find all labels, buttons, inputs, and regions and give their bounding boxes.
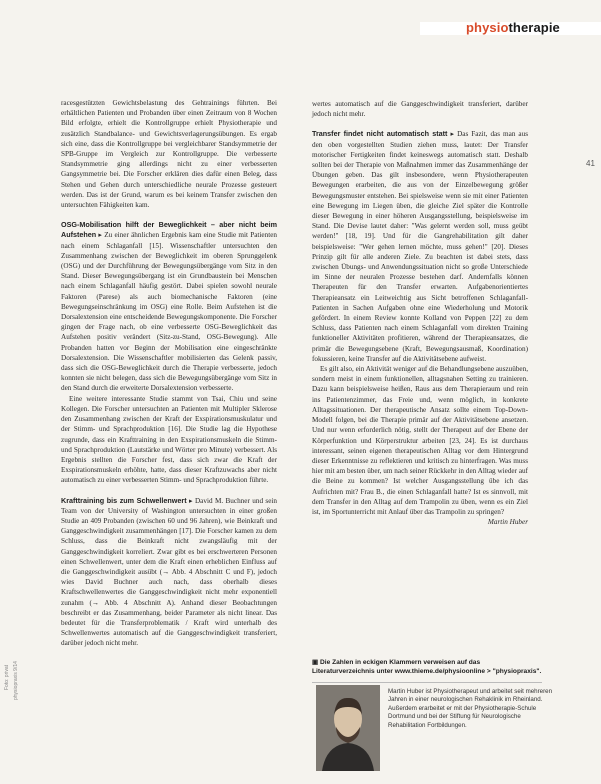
magazine-brand	[466, 20, 560, 35]
subheading: Krafttraining bis zum Schwellenwert	[61, 495, 187, 505]
paragraph-gap	[61, 210, 277, 220]
notice-divider	[312, 682, 542, 683]
brand-part-therapie: therapie	[508, 20, 560, 35]
brand-part-physio: physio	[466, 20, 509, 35]
info-icon: ▣	[312, 659, 319, 666]
paragraph-gap	[61, 486, 277, 496]
paragraph-text: Zu einer ähnlichen Ergebnis kam eine Studie mit Patienten nach einem Schlaganfall [15]. Wissenschaftler untersuchten den Zusammenhang zwischen der Beweglichkeit im oberen Sprunggelenk (OSG) und der Durchführung der Bewegungsübergänge vom Sitz in den Stand. Dieser Bewegungsübergang ist ein Grundbaustein bei Menschen nach einem Schlaganfall häufig gestört. Dabei spielen sowohl neurale Faktoren (Parese) als auch biomechanische Faktoren (eine Bewegungseinschränkung im OSG) eine Rolle. Beim Aufstehen ist die Dorsalextension eine entscheidende Bewegungskomponente. Die Forscher gingen der Frage nach, ob eine verbesserte OSG-Beweglichkeit das Aufstehen positiv verändert (Sitz-zu-Stand, OSG-Bewegung). Alle Probanden hatten vor Beginn der Mobilisation eine eingeschränkte Dorsalextension. Die Wissenschaftler mobilisierten das Gelenk passiv, dass sich die OSG-Beweglichkeit durch die Therapie verbesserte, jedoch konnten sie nicht belegen, dass sich die Bewegungsübergänge vom Sitz in den Stand durch die erweiterte Dorsalextension verbesserte.	[61, 231, 277, 393]
author-bio: Martin Huber ist Physiotherapeut und arbeitet seit mehreren Jahren in einer neurologischen Rehaklinik im Rheinland. Außerdem erarbeitet er mit der Physiotherapie-Schule Dortmund und bei der Stiftung für Neurologische Rehabilitation Fortbildungen.	[388, 688, 553, 729]
body-paragraph	[312, 364, 528, 517]
photo-credit: Foto: privat	[4, 664, 10, 690]
article-column-left	[61, 98, 277, 649]
body-paragraph	[312, 99, 528, 119]
body-paragraph: Transfer findet nicht automatisch statt ▸ Das Fazit, das man aus den oben vorgestellten Studien ziehen muss, lautet: Der Transfer motorischer Fertigkeiten findet keineswegs automatisch statt. Deshalb sollten bei der Therapie von Maßnahmen immer das Zusammenhänge der Übungen geben. Das gilt insbesondere, wenn Physiotherapeuten Bewegungen erarbeiten, die aus von der Einzelbewegung größer Bewegungsmuster entstehen. Bei spielsweise wenn sie mit einer Patienten eine Bewegung im Liegen üben, die gleiche Ziel später die Kontrolle dieser Bewegung in einer höheren Ausgangsstellung, beispielsweise im Stand. Die Devise lautet daher: "Was gelernt werden soll, muss geübt werden!" [18, 19]. Und für die Gangrehabilitation gilt daher beispielsweise: "Wer gehen lernen möchte, muss gehen!" [20]. Dieses Prinzip gilt für alle anderen Ziele. Zu beachten ist dabei stets, dass zwischen Übungs- und Anwendungssituation nicht so große Unterschiede im Sinne der neuralen Prozesse bestehen darf. Andernfalls können Therapeuten für den Transfer erwarten. Aufgabenorientiertes Therapieansatz ein Leitweichtig aus Sicht betroffenen Schlaganfall-Patienten in Sachen Aufgaben ohne eine Wiederholung und Motorik gefördert. In einem Review konnte Kolland von Peppen [22] zu dem Schluss, dass Patienten nach einem Schlaganfall vom direkten Training funktioneller Aktivitäten profitieren, während der Therapieansatzes, die primär die Bewegungsebene (Kraft, Bewegungsausmaß, Koordination) fokussieren, keine Transfer auf die Aktivitätsebene aufweist.	[312, 129, 529, 363]
paragraph-text: wertes automatisch auf die Ganggeschwindigkeit transferiert, darüber jedoch nicht mehr.	[312, 100, 528, 119]
body-paragraph	[61, 394, 277, 486]
paragraph-text: David M. Buchner und sein Team von der University of Washington untersuchten in einer großen Studie an 409 Probanden (zwischen 60 und 96 Jahren), wie Beinkraft und Ganggeschwindigkeit zusammenhängen [17]. Die Forscher kamen zu dem Schluss, dass die Beinkraft nicht zwangsläufig mit der Ganggeschwindigkeit korreliert. Zwar gibt es bei erschwerteren Personen einen Schwellenwert, unter dem die Kraft einen erheblichen Einfluss auf die Ganggeschwindigkeit ausübt (→ Abb. 4 Abschnitt C und F), jedoch wies David Buchner auch nach, dass oberhalb dieses Kraftschwellenwertes die Ganggeschwindigkeit nicht mehr exponentiell zunahm (→ Abb. 4 Abschnitt A). Anhand dieser Beobachtungen beschreibt er das Zusammenhang, beider Parameter als nicht linear. Das bedeutet für die Transferproblematik / Kraft wird unterhalb des Schwellenwertes automatisch auf die Ganggeschwindigkeit transferiert, darüber jedoch nicht mehr.	[61, 496, 278, 648]
article-column-right	[312, 99, 528, 527]
issue-credit: physiopraxis 9/14	[13, 661, 19, 700]
paragraph-text: racesgestützten Gewichtsbelastung des Gehtrainings führten. Bei erhältlichen Patienten und Probanden über einen Zeitraum von 8 Wochen Bild erfolgte, erhielt die Kontrollgruppe erhielt Physiotherapie und zusätzlich Standbalance- und Gewichtsverlagerungsübungen. Es ergab sich eine, dass die Kontrollgruppe bei vergleichbarer Standsymmetrie der SPB-Gruppe im Vergleich zur Kontrollgruppe. Die verbesserte Standsymmetrie ging allerdings nicht zu einer verbesserten Gangsymmetrie bei. Die Forscher erklären dies dafür einen Beleg, dass Stehen und Gehen durch unterschiedliche neurale Prozesse gesteuert werden. Das ist der Grund, warum es bei keinem Transfer zwischen den untersuchten Fähigkeiten kam.	[61, 99, 277, 210]
author-photo	[316, 685, 380, 771]
paragraph-gap	[312, 119, 528, 129]
paragraph-text: Es gilt also, ein Aktivität weniger auf die Behandlungsebene auszuüben, sondern meist in einem funktionellen, alltagsnahen Setting zu trainieren. Dazu kann beispielsweise heißen, Raus aus dem Therapieraum und rein ins Patientenzimmer, das Freie und, wenn möglich, in konkrete Alltagssituationen. Der therapeutische Ansatz sollte einem Top-Down-Modell folgen, bei die Therapie primär auf der Aktivitätsebene ansetzen. Und nur wenn erforderlich nötig, stellt der Therapeut auf der Ebene der Körperfunktion und Körperstruktur arbeiten [23, 24]. Es ist durchaus interessant, seinen eigenen therapeutischen Alltag vor dem Hintergrund dieser Erkenntnisse zu reflektieren und kritisch zu hinterfragen. Was muss hier mit am besten über, um nach seiner Rückkehr in den Alltag wieder auf die Beine zu kommen? Ist welcher Ausgangsstellung übe ich das Aufrichten mit? Frau B., die einen Schlaganfall hatte? Ist es sinnvoll, mit dem Transfer in den Alltag auf dem Trampolin zu üben, wenn es ein Ziel ist, im Sportunterricht mit Anlauf über das Trampolin zu springen?	[312, 365, 528, 516]
body-paragraph: Krafttraining bis zum Schwellenwert ▸ David M. Buchner und sein Team von der University of Washington untersuchten in einer großen Studie an 409 Probanden (zwischen 60 und 96 Jahren), wie Beinkraft und Ganggeschwindigkeit zusammenhängen [17]. Die Forscher kamen zu dem Schluss, dass die Beinkraft nicht zwangsläufig mit der Ganggeschwindigkeit korreliert. Zwar gibt es bei erschwerteren Personen einen Schwellenwert, unter dem die Kraft einen erheblichen Einfluss auf die Ganggeschwindigkeit ausübt (→ Abb. 4 Abschnitt C und F), jedoch wies David Buchner auch nach, dass oberhalb dieses Kraftschwellenwertes die Ganggeschwindigkeit nicht mehr exponentiell zunahm (→ Abb. 4 Abschnitt A). Anhand dieser Beobachtungen beschreibt er das Zusammenhang, beider Parameter als nicht linear. Das bedeutet für die Transferproblematik / Kraft wird unterhalb des Schwellenwertes automatisch auf die Ganggeschwindigkeit transferiert, darüber jedoch nicht mehr.	[61, 495, 278, 648]
literature-notice-text: Die Zahlen in eckigen Klammern verweisen auf das Literaturverzeichnis unter www.thieme.de/physioonline > "physiopraxis".	[312, 659, 542, 675]
literature-notice	[312, 658, 542, 676]
page-number: 41	[586, 159, 595, 168]
paragraph-text: Eine weitere interessante Studie stammt von Tsai, Chiu und seine Kollegen. Die Forscher untersuchten an Patienten mit Multipler Sklerose den Zusammenhang zwischen der Kraft der Exspirationsmuskulatur und der Stimm- und Sprachproduktion [16]. Die Studie lag die Hypothese zugrunde, dass ein Krafttraining in den Exspirationsmuskeln die Stimm- und Sprachproduktion (Lautstärke und Wörter pro Minute) verbessert. Als Ergebnis stellten die Forscher fest, dass sich zwar die Kraft der Exspirationsmuskeln erhöhte, hatte, dass dieser Kraftzuwachs aber nicht automatisch zu einer verbesserten Stimm- und Sprachproduktion führte.	[61, 394, 277, 485]
subheading: Transfer findet nicht automatisch statt	[312, 129, 448, 139]
subheading: OSG-Mobilisation hilft der Beweglichkeit – aber nicht beim Aufstehen	[61, 220, 277, 240]
body-paragraph	[61, 98, 277, 210]
body-paragraph: OSG-Mobilisation hilft der Beweglichkeit – aber nicht beim Aufstehen ▸ Zu einer ähnlichen Ergebnis kam eine Studie mit Patienten nach einem Schlaganfall [15]. Wissenschaftler untersuchten den Zusammenhang zwischen der Beweglichkeit im oberen Sprunggelenk (OSG) und der Durchführung der Bewegungsübergänge vom Sitz in den Stand. Dieser Bewegungsübergang ist ein Grundbaustein bei Menschen nach einem Schlaganfall häufig gestört. Dabei spielen sowohl neurale Faktoren (Parese) als auch biomechanische Faktoren (eine Bewegungseinschränkung im OSG) eine Rolle. Beim Aufstehen ist die Dorsalextension eine entscheidende Bewegungskomponente. Die Forscher gingen der Frage nach, ob eine verbesserte OSG-Beweglichkeit das Aufstehen positiv verändert (Sitz-zu-Stand, OSG-Bewegung). Alle Probanden hatten vor Beginn der Mobilisation eine eingeschränkte Dorsalextension. Die Wissenschaftler mobilisierten das Gelenk passiv, dass sich die OSG-Beweglichkeit durch die Therapie verbesserte, jedoch konnten sie nicht belegen, dass sich die Bewegungsübergänge vom Sitz in den Stand durch die erweiterte Dorsalextension verbesserte.	[61, 220, 277, 393]
author-signature: Martin Huber	[487, 518, 528, 527]
paragraph-text: Das Fazit, das man aus den oben vorgestellten Studien ziehen muss, lautet: Der Transfer motorischer Fertigkeiten findet keineswegs automatisch statt. Deshalb sollten bei der Therapie von Maßnahmen immer das Zusammenhänge der Übungen geben. Das gilt insbesondere, wenn Physiotherapeuten Bewegungen erarbeiten, die aus von der Einzelbewegung größer Bewegungsmuster entstehen. Bei spielsweise wenn sie mit einer Patienten eine Bewegung im Liegen üben, die gleiche Ziel später die Kontrolle dieser Bewegung in einer höheren Ausgangsstellung, beispielsweise im Stand. Die Devise lautet daher: "Was gelernt werden soll, muss geübt werden!" [18, 19]. Und für die Gangrehabilitation gilt daher beispielsweise: "Wer gehen lernen möchte, muss gehen!" [20]. Dieses Prinzip gilt für alle anderen Ziele. Zu beachten ist dabei stets, dass zwischen Übungs- und Anwendungssituation nicht so große Unterschiede im Sinne der neuralen Prozesse bestehen darf. Andernfalls können Therapeuten für den Transfer erwarten. Aufgabenorientiertes Therapieansatz ein Leitweichtig aus Sicht betroffenen Schlaganfall-Patienten in Sachen Aufgaben ohne eine Wiederholung und Motorik gefördert. In einem Review konnte Kolland von Peppen [22] zu dem Schluss, dass Patienten nach einem Schlaganfall vom direkten Training funktioneller Aktivitäten profitieren, während der Therapieansatzes, die primär die Bewegungsebene (Kraft, Bewegungsausmaß, Koordination) fokussieren, keine Transfer auf die Aktivitätsebene aufweist.	[312, 130, 529, 363]
